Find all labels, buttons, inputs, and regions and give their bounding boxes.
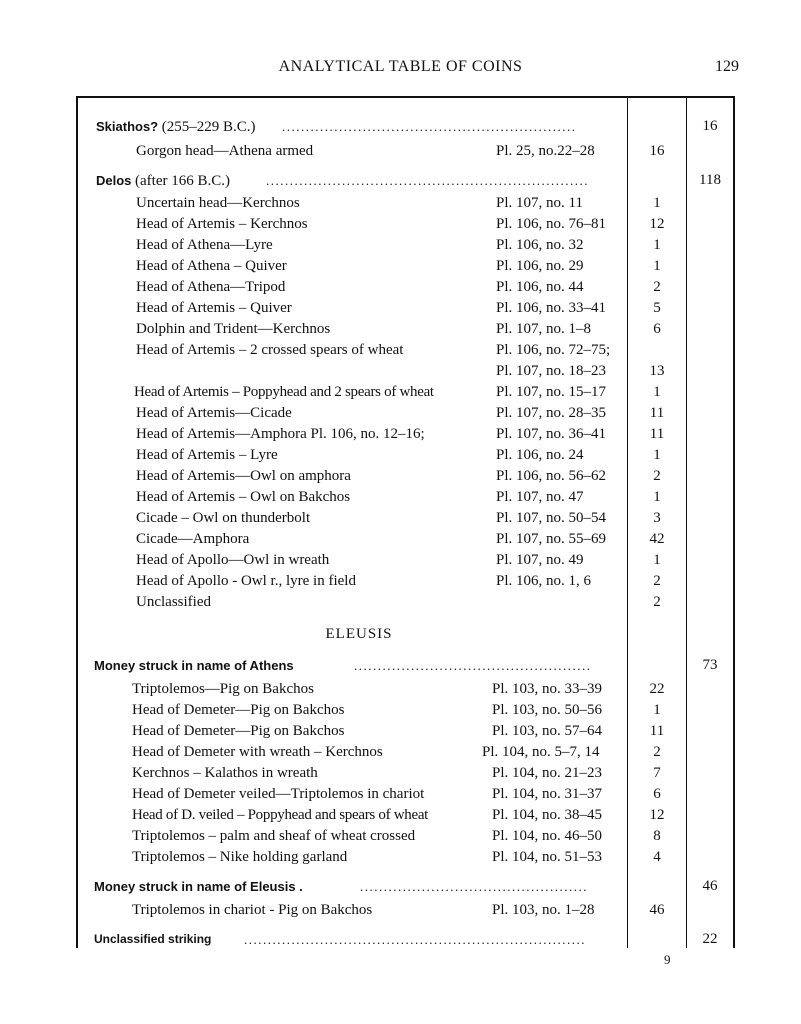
table-row [0, 487, 801, 508]
dot-leader: ................................................ [360, 879, 588, 894]
coin-count: 1 [653, 237, 661, 253]
coin-description: Head of Artemis – Owl on Bakchos [136, 489, 351, 505]
table-row [0, 721, 801, 742]
coin-description: Gorgon head—Athena armed [136, 143, 314, 159]
plate-reference: Pl. 25, no.22–28 [496, 143, 595, 159]
group-date: (after 166 B.C.) [135, 173, 231, 189]
plate-reference: Pl. 107, no. 36–41 [496, 426, 607, 442]
plate-reference: Pl. 106, no. 33–41 [496, 300, 607, 316]
table-row [0, 550, 801, 571]
group-total: 46 [702, 878, 718, 894]
group-date: (255–229 B.C.) [161, 119, 256, 135]
plate-reference: Pl. 107, no. 50–54 [496, 510, 607, 526]
group-heading: Unclassified striking [94, 932, 212, 946]
coin-count: 1 [653, 552, 661, 568]
section-heading-row [0, 624, 801, 645]
coin-count: 1 [653, 384, 661, 400]
signature-mark: 9 [664, 952, 671, 967]
table-row [0, 340, 801, 361]
dot-leader: .............................................................. [282, 119, 577, 134]
table-row [0, 508, 801, 529]
coin-count: 42 [649, 531, 665, 547]
table-row [0, 679, 801, 700]
group-heading-row [0, 116, 801, 137]
coin-count: 2 [653, 594, 661, 610]
plate-reference: Pl. 103, no. 50–56 [492, 702, 603, 718]
coin-count: 13 [649, 363, 665, 379]
coin-count: 2 [653, 744, 661, 760]
table-row [0, 826, 801, 847]
plate-reference: Pl. 103, no. 33–39 [492, 681, 603, 697]
table-row [0, 900, 801, 921]
coin-description: Dolphin and Trident—Kerchnos [136, 321, 331, 337]
coin-count: 2 [653, 279, 661, 295]
coin-count: 11 [649, 405, 665, 421]
table-row [0, 319, 801, 340]
table-row [0, 445, 801, 466]
coin-count: 2 [653, 468, 661, 484]
coin-description: Head of Artemis—Amphora Pl. 106, no. 12–16; [136, 426, 425, 442]
plate-reference: Pl. 104, no. 46–50 [492, 828, 603, 844]
group-total: 16 [702, 118, 718, 134]
coin-count: 1 [653, 447, 661, 463]
plate-reference: Pl. 107, no. 55–69 [496, 531, 607, 547]
group-total: 73 [702, 657, 718, 673]
group-total: 22 [702, 931, 718, 947]
coin-description: Head of Athena—Lyre [136, 237, 273, 253]
coin-description: Triptolemos in chariot - Pig on Bakchos [132, 902, 373, 918]
coin-description: Head of Athena – Quiver [136, 258, 287, 274]
coin-count: 1 [653, 489, 661, 505]
group-heading-row [0, 170, 801, 191]
coin-description: Head of Demeter with wreath – Kerchnos [132, 744, 383, 760]
plate-reference: Pl. 104, no. 5–7, 14 [482, 744, 600, 760]
plate-reference: Pl. 104, no. 21–23 [492, 765, 603, 781]
page-title: ANALYTICAL TABLE OF COINS [278, 58, 523, 75]
coin-description: Head of Artemis – Poppyhead and 2 spears of wheat [134, 384, 434, 400]
group-heading: Money struck in name of Athens [94, 658, 294, 673]
coin-count: 8 [653, 828, 661, 844]
table-border-top [76, 96, 735, 98]
group-heading: Skiathos? (255–229 B.C.) [96, 119, 256, 135]
table-row [0, 700, 801, 721]
page-number: 129 [715, 58, 739, 75]
table-row [0, 763, 801, 784]
table-row [0, 571, 801, 592]
coin-description: Head of Demeter veiled—Triptolemos in chariot [132, 786, 425, 802]
group-heading-row [0, 655, 801, 676]
coin-description: Head of Artemis – Kerchnos [136, 216, 308, 232]
plate-reference: Pl. 104, no. 51–53 [492, 849, 603, 865]
coin-count: 4 [653, 849, 661, 865]
coin-description: Triptolemos – Nike holding garland [132, 849, 348, 865]
coin-description: Head of Artemis—Cicade [136, 405, 292, 421]
coin-count: 46 [649, 902, 665, 918]
plate-reference: Pl. 103, no. 57–64 [492, 723, 603, 739]
coin-count: 6 [653, 786, 661, 802]
plate-reference: Pl. 107, no. 15–17 [496, 384, 607, 400]
plate-reference: Pl. 107, no. 28–35 [496, 405, 607, 421]
dot-leader: ........................................................................ [244, 932, 586, 947]
table-row [0, 235, 801, 256]
coin-description: Head of Demeter—Pig on Bakchos [132, 702, 345, 718]
table-row [0, 382, 801, 403]
group-heading-row [0, 929, 801, 950]
coin-description: Head of Artemis – 2 crossed spears of wheat [136, 342, 404, 358]
coin-description: Head of Artemis – Quiver [136, 300, 292, 316]
table-row [0, 298, 801, 319]
plate-reference: Pl. 104, no. 38–45 [492, 807, 603, 823]
coin-count: 12 [649, 807, 665, 823]
coin-count: 1 [653, 195, 661, 211]
plate-reference: Pl. 106, no. 29 [496, 258, 584, 274]
plate-reference: Pl. 107, no. 11 [496, 195, 583, 211]
group-heading: Delos (after 166 B.C.) [96, 173, 231, 189]
coin-count: 22 [649, 681, 665, 697]
table-row [0, 277, 801, 298]
plate-reference: Pl. 107, no. 49 [496, 552, 584, 568]
coin-description: Head of D. veiled – Poppyhead and spears of wheat [132, 807, 429, 823]
plate-reference: Pl. 103, no. 1–28 [492, 902, 595, 918]
table-row [0, 361, 801, 382]
coin-count: 11 [649, 426, 665, 442]
coin-description: Unclassified [136, 594, 211, 610]
dot-leader: .................................................. [354, 658, 592, 673]
coin-description: Head of Athena—Tripod [136, 279, 286, 295]
plate-reference: Pl. 107, no. 18–23 [496, 363, 607, 379]
coin-description: Head of Demeter—Pig on Bakchos [132, 723, 345, 739]
coin-count: 6 [653, 321, 661, 337]
section-heading: ELEUSIS [325, 626, 393, 642]
table-row [0, 529, 801, 550]
plate-reference: Pl. 106, no. 44 [496, 279, 584, 295]
plate-reference: Pl. 106, no. 24 [496, 447, 584, 463]
plate-reference: Pl. 106, no. 1, 6 [496, 573, 592, 589]
coin-description: Head of Artemis—Owl on amphora [136, 468, 351, 484]
coin-count: 7 [653, 765, 661, 781]
coin-description: Triptolemos – palm and sheaf of wheat crossed [132, 828, 416, 844]
table-row [0, 742, 801, 763]
coin-count: 11 [649, 723, 665, 739]
coin-count: 12 [649, 216, 665, 232]
plate-reference: Pl. 106, no. 32 [496, 237, 584, 253]
table-row [0, 805, 801, 826]
coin-description: Uncertain head—Kerchnos [136, 195, 300, 211]
table-row [0, 847, 801, 868]
coin-description: Head of Artemis – Lyre [136, 447, 278, 463]
dot-leader: .................................................................... [266, 173, 589, 188]
plate-reference: Pl. 104, no. 31–37 [492, 786, 603, 802]
plate-reference: Pl. 106, no. 56–62 [496, 468, 607, 484]
coin-description: Cicade – Owl on thunderbolt [136, 510, 311, 526]
plate-reference: Pl. 107, no. 47 [496, 489, 584, 505]
group-heading-row [0, 876, 801, 897]
table-row [0, 141, 801, 162]
coin-description: Head of Apollo—Owl in wreath [136, 552, 330, 568]
coin-description: Kerchnos – Kalathos in wreath [132, 765, 318, 781]
coin-count: 1 [653, 258, 661, 274]
group-heading: Money struck in name of Eleusis . [94, 879, 303, 894]
table-row [0, 403, 801, 424]
coin-description: Head of Apollo - Owl r., lyre in field [136, 573, 356, 589]
coin-description: Cicade—Amphora [136, 531, 250, 547]
plate-reference: Pl. 106, no. 72–75; [496, 342, 611, 358]
plate-reference: Pl. 107, no. 1–8 [496, 321, 592, 337]
coin-count: 1 [653, 702, 661, 718]
coin-count: 16 [649, 143, 665, 159]
plate-reference: Pl. 106, no. 76–81 [496, 216, 607, 232]
coin-count: 2 [653, 573, 661, 589]
coin-count: 3 [653, 510, 661, 526]
table-row [0, 466, 801, 487]
table-row [0, 424, 801, 445]
table-row [0, 256, 801, 277]
table-row [0, 214, 801, 235]
table-row [0, 193, 801, 214]
table-row [0, 784, 801, 805]
table-row [0, 592, 801, 613]
coin-description: Triptolemos—Pig on Bakchos [132, 681, 314, 697]
group-total: 118 [699, 172, 721, 188]
coin-count: 5 [653, 300, 661, 316]
